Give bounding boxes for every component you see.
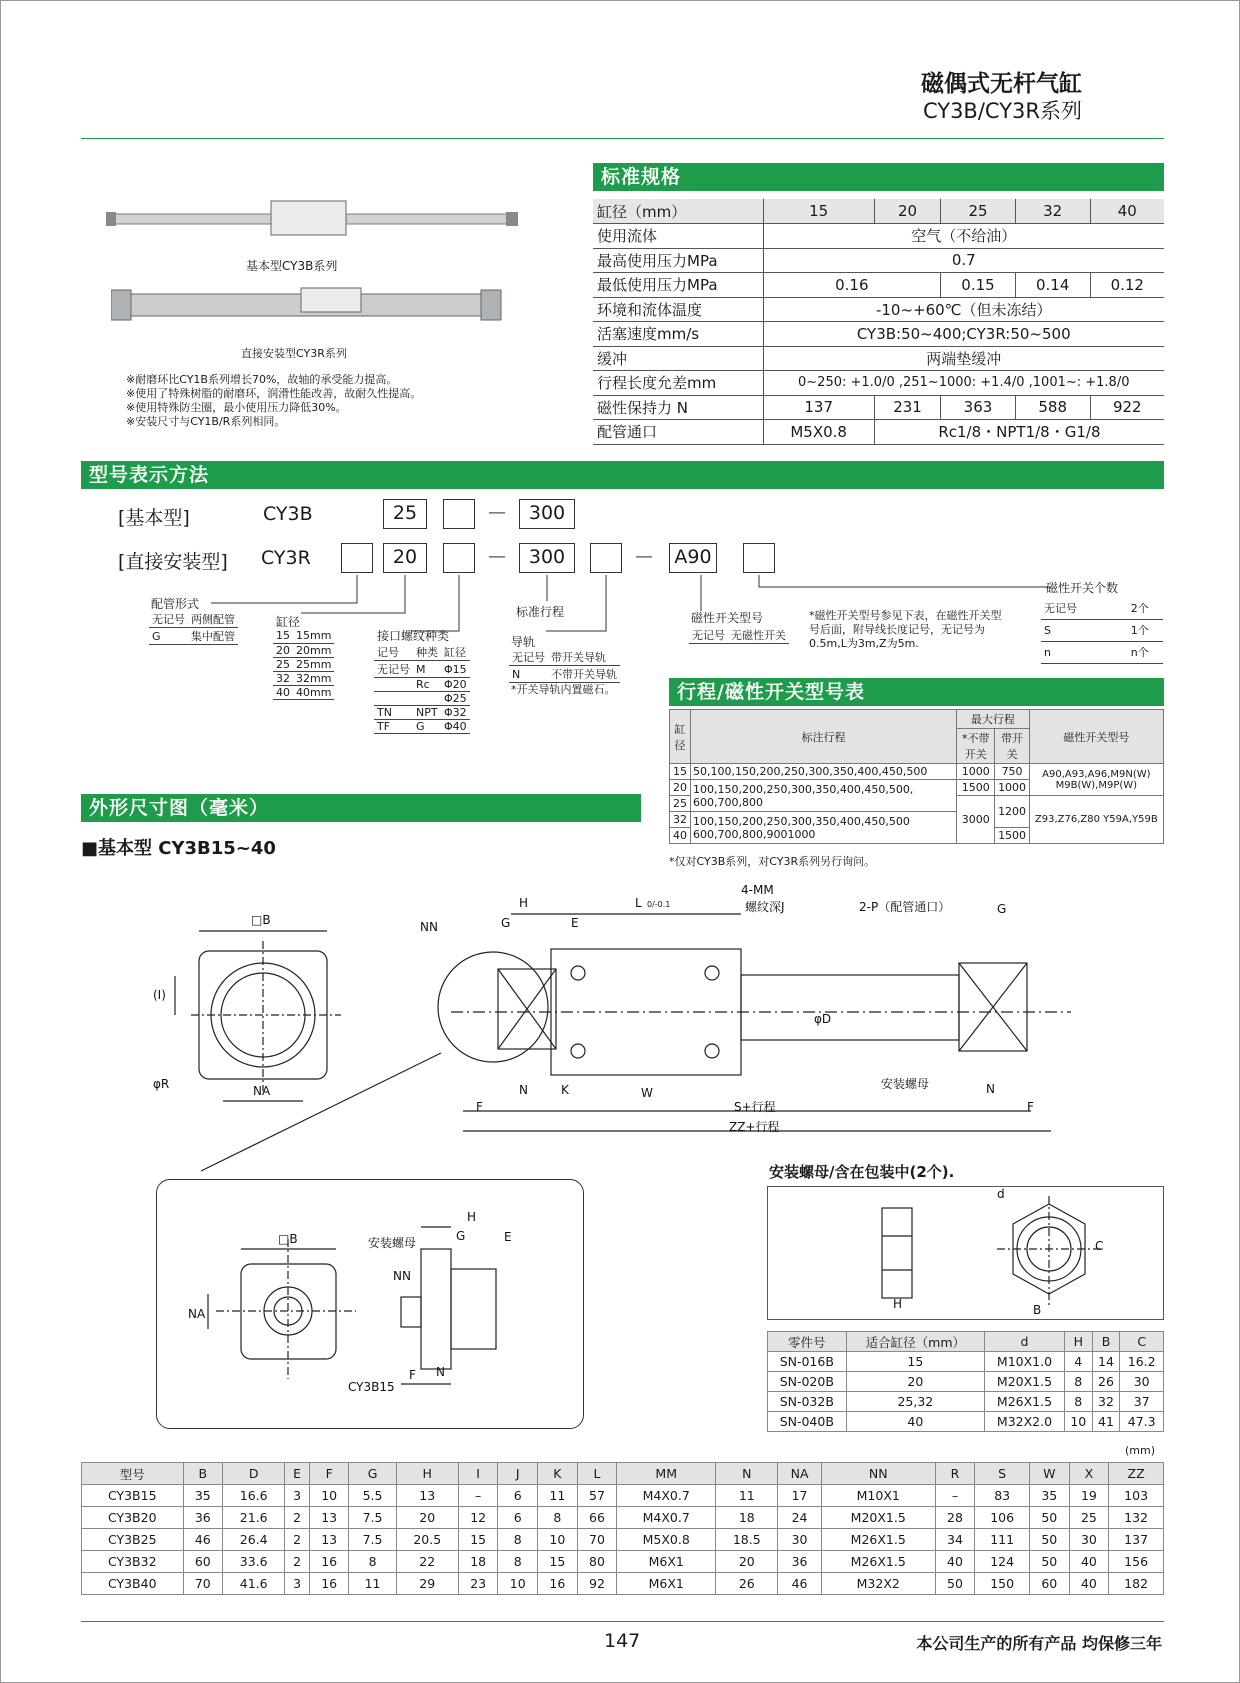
nut-row: SN-020B 20 M20X1.5 8 26 30 [768,1372,1164,1392]
model-row1-bore-box: 25 [383,499,427,529]
table-cell: 66 [577,1507,617,1529]
dimension-table-header-cell: ZZ [1109,1463,1164,1485]
table-cell: 22 [396,1551,458,1573]
table-cell: – [458,1485,498,1507]
dim-label-S: S+行程 [734,1100,776,1114]
page-title-series: CY3B/CY3R系列 [922,99,1082,123]
table-cell: – [935,1485,975,1507]
dimension-table-header-cell: K [538,1463,578,1485]
table-row [82,1507,1164,1529]
table-cell: CY3B25 [82,1529,184,1551]
cy3b15-detail-drawing [156,1179,584,1429]
detail-label-E: E [504,1230,512,1244]
dimension-table-header-cell: H [396,1463,458,1485]
model-row2-switch-box: A90 [669,543,717,573]
dimension-table-header-cell: W [1029,1463,1069,1485]
table-row [82,1485,1164,1507]
dim-label-NA: NA [253,1084,271,1098]
table-cell: 15 [538,1551,578,1573]
table-cell: 40 [1069,1551,1109,1573]
nut-drawing [767,1186,1164,1320]
dim-label-MM: 4-MM [741,883,774,897]
table-cell: 80 [577,1551,617,1573]
table-cell: 2 [285,1551,310,1573]
dim-label-D: φD [814,1012,832,1026]
spec-row-port: 配管通口 M5X0.8 Rc1/8・NPT1/8・G1/8 [593,420,1164,445]
model-section-title: 型号表示方法 [81,461,1164,489]
dimension-table-header-cell: J [498,1463,538,1485]
table-cell: 20 [396,1507,458,1529]
table-cell: 60 [1029,1573,1069,1595]
table-cell: 124 [975,1551,1030,1573]
spec-row-holding: 磁性保持力 N 137 231 363 588 922 [593,395,1164,420]
table-cell: 19 [1069,1485,1109,1507]
dimension-table-header-cell: D [223,1463,285,1485]
table-cell: 13 [396,1485,458,1507]
spec-row-fluid: 使用流体 空气（不给油） [593,224,1164,249]
model-row2-dash: — [488,546,506,567]
table-cell: 8 [538,1507,578,1529]
table-cell: 5.5 [349,1485,396,1507]
table-cell: 24 [778,1507,821,1529]
model-row2-dash2: — [635,546,653,567]
model-row2-bore-box: 20 [383,543,427,573]
table-cell: 50 [1029,1551,1069,1573]
dimension-table-header-cell: F [309,1463,349,1485]
table-cell: 92 [577,1573,617,1595]
table-row [82,1551,1164,1573]
dim-label-F2: F [1027,1100,1034,1114]
dim-label-NN: NN [420,920,438,934]
table-cell: M32X2 [821,1573,935,1595]
table-cell: 17 [778,1485,821,1507]
spec-row-tolerance: 行程长度允差mm 0~250: +1.0/0 ,251~1000: +1.4/0 ,1001~: +1.8/0 [593,371,1164,396]
table-cell: 15 [458,1529,498,1551]
table-cell: 28 [935,1507,975,1529]
nut-label-B: B [1033,1303,1042,1317]
nut-label-d: d [997,1187,1005,1201]
dim-label-G2: G [997,902,1007,916]
table-cell: M5X0.8 [617,1529,716,1551]
thread-legend-title: 接口螺纹种类 [377,629,450,643]
table-cell: 50 [1029,1529,1069,1551]
table-cell: M26X1.5 [821,1529,935,1551]
dims-subtitle: ■基本型 CY3B15~40 [81,838,276,859]
dim-label-N: N [519,1083,528,1097]
table-cell: 7.5 [349,1529,396,1551]
detail-label-NN: NN [393,1269,411,1283]
table-cell: M26X1.5 [821,1551,935,1573]
nut-title: 安装螺母/含在包装中(2个). [769,1163,955,1181]
nut-table: 零件号 适合缸径（mm） d H B C SN-016B 15 M10X1.0 4 14 16.2 SN-020B 20 M20X1.5 8 26 30 SN-032B 25,32 M26X1.5 8 32 37 SN-040B 40 M32X2.0 10 41 47.3 [767,1331,1164,1432]
detail-label-model: CY3B15 [348,1380,395,1394]
table-row [82,1573,1164,1595]
table-cell: 50 [1029,1507,1069,1529]
table-cell: 10 [498,1573,538,1595]
dimension-table-header-cell: X [1069,1463,1109,1485]
dimension-table-header-cell: E [285,1463,310,1485]
table-cell: CY3B40 [82,1573,184,1595]
dimension-table-header-cell: MM [617,1463,716,1485]
table-cell: 7.5 [349,1507,396,1529]
rail-legend-title: 导轨 [511,635,536,649]
table-cell: 46 [778,1573,821,1595]
table-cell: 33.6 [223,1551,285,1573]
table-cell: 13 [309,1529,349,1551]
detail-label-H: H [467,1210,477,1224]
table-cell: 57 [577,1485,617,1507]
stroke-section-title: 行程/磁性开关型号表 [669,678,1164,706]
nut-row: SN-032B 25,32 M26X1.5 8 32 37 [768,1392,1164,1412]
spec-row-minp: 最低使用压力MPa 0.16 0.15 0.14 0.12 [593,273,1164,298]
detail-label-F: F [409,1368,416,1382]
dimension-table-header-cell: R [935,1463,975,1485]
note-2: ※使用了特殊树脂的耐磨环，润滑性能改善，故耐久性提高。 [126,387,422,400]
dim-label-W: W [641,1086,653,1100]
table-cell: 83 [975,1485,1030,1507]
table-cell: 21.6 [223,1507,285,1529]
dim-label-MM-depth: 螺纹深J [745,900,785,914]
standard-stroke-label: 标准行程 [516,605,565,619]
model-row1-stroke-box: 300 [519,499,575,529]
table-cell: 41.6 [223,1573,285,1595]
pipe-type-table: 无记号 两侧配管 G 集中配管 [149,611,238,645]
table-cell: 137 [1109,1529,1164,1551]
dim-label-nut: 安装螺母 [881,1077,930,1091]
table-cell: 3 [285,1573,310,1595]
table-cell: 60 [183,1551,223,1573]
table-cell: 13 [309,1507,349,1529]
footer-divider [81,1621,1164,1622]
detail-label-NA: NA [188,1307,206,1321]
nut-row: SN-016B 15 M10X1.0 4 14 16.2 [768,1352,1164,1372]
table-cell: 18 [458,1551,498,1573]
table-cell: 16 [538,1573,578,1595]
cy3b-caption: 基本型CY3B系列 [246,259,338,273]
table-cell: 18 [716,1507,778,1529]
table-cell: 8 [498,1551,538,1573]
stroke-table-note: *仅对CY3B系列，对CY3R系列另行询问。 [669,855,876,868]
table-cell: 2 [285,1507,310,1529]
dimension-table-header-cell: L [577,1463,617,1485]
dim-label-B: □B [251,913,271,927]
spec-section-title: 标准规格 [593,163,1164,191]
spec-row-maxp: 最高使用压力MPa 0.7 [593,248,1164,273]
bore-legend-title: 缸径 [276,615,301,629]
model-row1-dash: — [488,502,506,523]
dim-label-E: E [571,916,579,930]
table-cell: 11 [538,1485,578,1507]
table-cell: 10 [538,1529,578,1551]
dim-label-K: K [561,1083,569,1097]
dimension-table-header-cell: NN [821,1463,935,1485]
spec-row-bore: 缸径（mm） 15 20 25 32 40 [593,199,1164,224]
pipe-type-title: 配管形式 [151,597,200,611]
model-row2-code: CY3R [261,547,311,569]
dim-label-R: φR [153,1077,170,1091]
dimension-table-header [82,1463,1164,1485]
dimension-table [81,1462,1164,1595]
table-cell: 132 [1109,1507,1164,1529]
table-cell: CY3B20 [82,1507,184,1529]
dimension-table-header-cell: I [458,1463,498,1485]
table-cell: 34 [935,1529,975,1551]
table-cell: 8 [349,1551,396,1573]
table-cell: 6 [498,1507,538,1529]
dim-label-I: (I) [153,988,166,1002]
table-cell: M10X1 [821,1485,935,1507]
switch-note: *磁性开关型号参见下表，在磁性开关型号后面，附导线长度记号，无记号为0.5m,L为3m,Z为5m. [809,609,1002,650]
table-cell: 20 [716,1551,778,1573]
table-cell: M20X1.5 [821,1507,935,1529]
spec-row-cushion: 缓冲 两端垫缓冲 [593,346,1164,371]
table-cell: 26.4 [223,1529,285,1551]
dim-label-G: G [501,916,511,930]
table-cell: 11 [716,1485,778,1507]
bore-legend-table: 15 15mm 20 20mm 25 25mm 32 32mm 40 40mm [273,629,334,700]
table-cell: CY3B32 [82,1551,184,1573]
dimension-table-header-cell: 型号 [82,1463,184,1485]
dim-label-ZZ: ZZ+行程 [729,1120,780,1134]
table-cell: 11 [349,1573,396,1595]
nut-label-C: C [1095,1239,1104,1253]
table-cell: 29 [396,1573,458,1595]
nut-label-H: H [893,1297,903,1311]
model-row1-label: [基本型] [118,507,190,529]
model-row2-stroke-box: 300 [519,543,575,573]
table-cell: 70 [577,1529,617,1551]
warranty-text: 本公司生产的所有产品 均保修三年 [916,1634,1162,1653]
table-cell: 30 [778,1529,821,1551]
table-cell: 35 [183,1485,223,1507]
page-number: 147 [604,1630,641,1652]
switch-count-table: 无记号 2个 S 1个 n n个 [1041,597,1163,664]
table-cell: M4X0.7 [617,1485,716,1507]
table-cell: 23 [458,1573,498,1595]
dim-label-H: H [519,896,529,910]
dimension-table-header-cell: N [716,1463,778,1485]
table-cell: 106 [975,1507,1030,1529]
cy3r-caption: 直接安装型CY3R系列 [241,347,347,360]
dim-label-F: F [476,1100,483,1114]
rail-note: *开关导轨内置磁石。 [511,683,616,696]
table-cell: 16 [309,1573,349,1595]
table-cell: 26 [716,1573,778,1595]
dimension-table-header-cell: NA [778,1463,821,1485]
table-cell: 36 [778,1551,821,1573]
table-cell: 103 [1109,1485,1164,1507]
switch-legend-table: 无记号 无磁性开关 [689,627,789,644]
table-cell: 8 [498,1529,538,1551]
table-cell: CY3B15 [82,1485,184,1507]
table-cell: M6X1 [617,1573,716,1595]
dimension-table-header-cell: G [349,1463,396,1485]
dimension-table-header-cell: S [975,1463,1030,1485]
note-1: ※耐磨环比CY1B系列增长70%，故轴的承受能力提高。 [126,373,398,386]
table-cell: 150 [975,1573,1030,1595]
table-cell: 35 [1029,1485,1069,1507]
page-title-cn: 磁偶式无杆气缸 [921,71,1082,97]
table-cell: 16 [309,1551,349,1573]
detail-label-nut: 安装螺母 [368,1236,417,1250]
model-row1-code: CY3B [263,503,313,525]
dim-label-N2: N [986,1082,995,1096]
table-cell: 50 [935,1573,975,1595]
note-4: ※安装尺寸与CY1B/R系列相同。 [126,415,286,428]
dimension-table-header-cell: B [183,1463,223,1485]
table-cell: 40 [935,1551,975,1573]
table-cell: 16.6 [223,1485,285,1507]
switch-count-title: 磁性开关个数 [1046,581,1119,595]
table-cell: M4X0.7 [617,1507,716,1529]
table-cell: 25 [1069,1507,1109,1529]
table-cell: 18.5 [716,1529,778,1551]
table-cell: 30 [1069,1529,1109,1551]
dim-label-L-tol: 0/-0.1 [647,900,671,909]
table-cell: 10 [309,1485,349,1507]
table-cell: 40 [1069,1573,1109,1595]
table-cell: 20.5 [396,1529,458,1551]
model-row2-label: [直接安装型] [118,551,228,573]
spec-row-temp: 环境和流体温度 -10~+60℃（但未冻结） [593,297,1164,322]
spec-row-speed: 活塞速度mm/s CY3B:50~400;CY3R:50~500 [593,322,1164,347]
detail-label-G: G [456,1229,466,1243]
table-cell: 156 [1109,1551,1164,1573]
detail-label-B: □B [278,1232,298,1246]
detail-label-N: N [436,1365,445,1379]
nut-row: SN-040B 40 M32X2.0 10 41 47.3 [768,1412,1164,1432]
table-cell: 36 [183,1507,223,1529]
dims-section-title: 外形尺寸图（毫米） [81,794,641,822]
rail-legend-table: 无记号 带开关导轨 N 不带开关导轨 [509,649,620,683]
table-cell: 6 [498,1485,538,1507]
table-cell: 111 [975,1529,1030,1551]
dim-table-unit: (mm) [1125,1444,1156,1457]
table-cell: 12 [458,1507,498,1529]
stroke-switch-table: 缸径 标注行程 最大行程 磁性开关型号 *不带开关 带开关 15 50,100,150,200,250,300,350,400,450,500 1000 750 A90,A93,A96,M9N(W) M9B(W),M9P(W) 20 100,150,200,250,300,350,400,450,500, 600,700,800 1500 1000 25 3000 1200 Z93,Z76,Z80 Y59A,Y59B 32 100,150,200,250,300,350,400,450,500 600,700,800,9001000 40 1500 [669,709,1164,844]
table-cell: 3 [285,1485,310,1507]
table-cell: 46 [183,1529,223,1551]
table-cell: 70 [183,1573,223,1595]
table-row [82,1529,1164,1551]
dim-label-P: 2-P（配管通口） [859,900,951,914]
switch-legend-title: 磁性开关型号 [691,611,764,625]
table-cell: 2 [285,1529,310,1551]
table-cell: M6X1 [617,1551,716,1573]
thread-legend-table: 记号 种类 缸径 无记号 M Φ15 Rc Φ20 Φ25 TN NPT Φ32 TF G Φ40 [374,644,470,734]
note-3: ※使用特殊防尘圈，最小使用压力降低30%。 [126,401,347,414]
dim-label-L: L [635,896,642,910]
table-cell: 182 [1109,1573,1164,1595]
